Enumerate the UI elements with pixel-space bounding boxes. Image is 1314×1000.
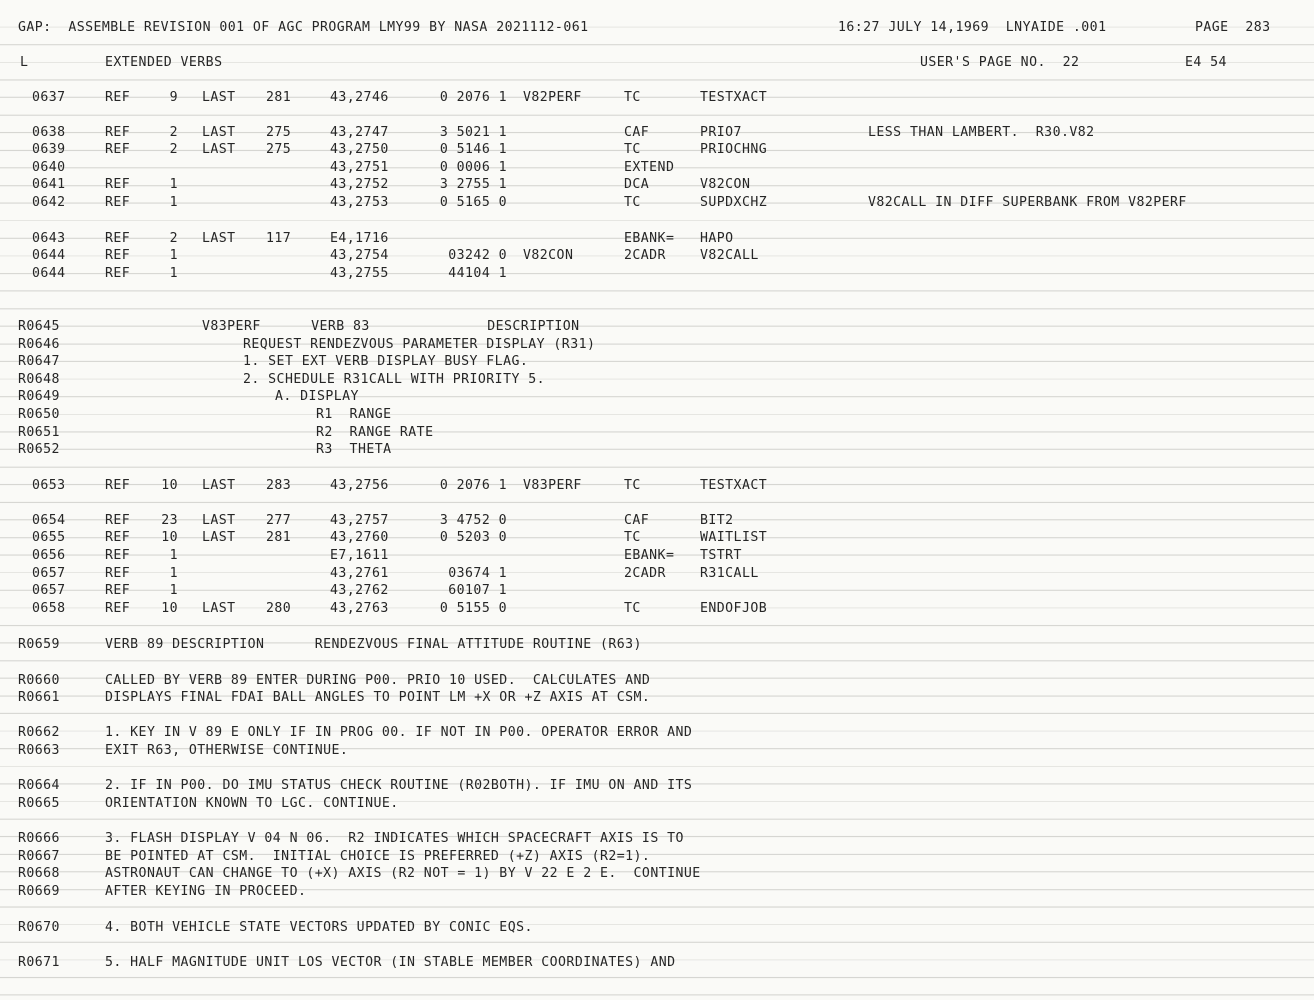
remark-text: 1. SET EXT VERB DISPLAY BUSY FLAG. <box>243 354 529 369</box>
remark-text: 1. KEY IN V 89 E ONLY IF IN PROG 00. IF NOT IN P00. OPERATOR ERROR AND <box>105 725 693 740</box>
line-number: 0641 <box>32 177 66 192</box>
last-keyword: LAST <box>202 125 236 140</box>
ref-count: 1 <box>169 195 178 210</box>
operand: V82CALL <box>700 248 759 263</box>
operand: ENDOFJOB <box>700 601 768 616</box>
ref-keyword: REF <box>105 231 131 246</box>
memory-address: E4,1716 <box>330 231 389 246</box>
remark-line-number: R0665 <box>18 796 60 811</box>
code-label: V82CON <box>523 248 574 263</box>
octal-value: 0 5203 0 <box>439 530 507 545</box>
memory-address: 43,2750 <box>330 142 389 157</box>
users-page-number: USER'S PAGE NO. 22 <box>920 55 1080 70</box>
ref-count: 1 <box>169 566 178 581</box>
opcode: CAF <box>624 513 650 528</box>
ref-keyword: REF <box>105 125 131 140</box>
opcode: EBANK= <box>624 231 675 246</box>
line-number: 0655 <box>32 530 66 545</box>
ref-keyword: REF <box>105 195 131 210</box>
last-keyword: LAST <box>202 90 236 105</box>
remark-text: ASTRONAUT CAN CHANGE TO (+X) AXIS (R2 NOT = 1) BY V 22 E 2 E. CONTINUE <box>105 866 701 881</box>
opcode: 2CADR <box>624 566 666 581</box>
ref-count: 9 <box>169 90 178 105</box>
remark-line-number: R0668 <box>18 866 60 881</box>
memory-address: 43,2755 <box>330 266 389 281</box>
remark-line-number: R0660 <box>18 673 60 688</box>
remark-text: EXIT R63, OTHERWISE CONTINUE. <box>105 743 349 758</box>
operand: PRIO7 <box>700 125 742 140</box>
operand: TESTXACT <box>700 90 768 105</box>
ref-count: 1 <box>169 548 178 563</box>
ref-count: 10 <box>161 530 178 545</box>
last-page: 281 <box>266 530 292 545</box>
ref-keyword: REF <box>105 583 131 598</box>
opcode: CAF <box>624 125 650 140</box>
remark-line-number: R0663 <box>18 743 60 758</box>
remark-text: V83PERF VERB 83 DESCRIPTION <box>202 319 580 334</box>
memory-address: 43,2757 <box>330 513 389 528</box>
memory-address: 43,2752 <box>330 177 389 192</box>
remark-text: VERB 89 DESCRIPTION RENDEZVOUS FINAL ATTITUDE ROUTINE (R63) <box>105 637 642 652</box>
remark-text: CALLED BY VERB 89 ENTER DURING P00. PRIO 10 USED. CALCULATES AND <box>105 673 651 688</box>
operand: SUPDXCHZ <box>700 195 768 210</box>
ref-count: 23 <box>161 513 178 528</box>
ref-keyword: REF <box>105 530 131 545</box>
octal-value: 60107 1 <box>448 583 507 598</box>
memory-address: 43,2763 <box>330 601 389 616</box>
octal-value: 0 0006 1 <box>439 160 507 175</box>
last-page: 275 <box>266 125 292 140</box>
remark-line-number: R0647 <box>18 354 60 369</box>
remark-text: ORIENTATION KNOWN TO LGC. CONTINUE. <box>105 796 399 811</box>
remark-line-number: R0650 <box>18 407 60 422</box>
octal-value: 0 2076 1 <box>439 90 507 105</box>
remark-text: R3 THETA <box>316 442 392 457</box>
line-comment: LESS THAN LAMBERT. R30.V82 <box>868 125 1095 140</box>
opcode: TC <box>624 90 641 105</box>
ref-count: 2 <box>169 142 178 157</box>
ref-keyword: REF <box>105 601 131 616</box>
line-number: 0637 <box>32 90 66 105</box>
last-page: 275 <box>266 142 292 157</box>
memory-address: 43,2746 <box>330 90 389 105</box>
listing-title: GAP: ASSEMBLE REVISION 001 OF AGC PROGRAM LMY99 BY NASA 2021112-061 <box>18 20 589 35</box>
octal-value: 3 4752 0 <box>439 513 507 528</box>
ref-keyword: REF <box>105 142 131 157</box>
memory-address: 43,2762 <box>330 583 389 598</box>
remark-text: AFTER KEYING IN PROCEED. <box>105 884 307 899</box>
ref-keyword: REF <box>105 513 131 528</box>
opcode: DCA <box>624 177 650 192</box>
remark-line-number: R0671 <box>18 955 60 970</box>
last-keyword: LAST <box>202 478 236 493</box>
remark-text: 2. IF IN P00. DO IMU STATUS CHECK ROUTINE (R02BOTH). IF IMU ON AND ITS <box>105 778 693 793</box>
line-number: 0643 <box>32 231 66 246</box>
remark-text: 5. HALF MAGNITUDE UNIT LOS VECTOR (IN STABLE MEMBER COORDINATES) AND <box>105 955 676 970</box>
octal-value: 03242 0 <box>448 248 507 263</box>
remark-text: 3. FLASH DISPLAY V 04 N 06. R2 INDICATES WHICH SPACECRAFT AXIS IS TO <box>105 831 684 846</box>
memory-address: 43,2754 <box>330 248 389 263</box>
octal-value: 0 2076 1 <box>439 478 507 493</box>
opcode: EBANK= <box>624 548 675 563</box>
remark-text: BE POINTED AT CSM. INITIAL CHOICE IS PREFERRED (+Z) AXIS (R2=1). <box>105 849 651 864</box>
section-title: EXTENDED VERBS <box>105 55 223 70</box>
line-number: 0644 <box>32 248 66 263</box>
line-number: 0638 <box>32 125 66 140</box>
opcode: EXTEND <box>624 160 675 175</box>
line-number: 0656 <box>32 548 66 563</box>
remark-line-number: R0669 <box>18 884 60 899</box>
last-page: 117 <box>266 231 292 246</box>
opcode: TC <box>624 601 641 616</box>
last-page: 280 <box>266 601 292 616</box>
ref-keyword: REF <box>105 90 131 105</box>
listing-marker: L <box>20 55 29 70</box>
ref-count: 10 <box>161 478 178 493</box>
operand: HAPO <box>700 231 734 246</box>
line-number: 0644 <box>32 266 66 281</box>
last-keyword: LAST <box>202 513 236 528</box>
remark-text: A. DISPLAY <box>275 389 359 404</box>
remark-text: R2 RANGE RATE <box>316 425 434 440</box>
operand: WAITLIST <box>700 530 768 545</box>
remark-line-number: R0659 <box>18 637 60 652</box>
bank-code: E4 54 <box>1185 55 1227 70</box>
line-number: 0654 <box>32 513 66 528</box>
memory-address: 43,2761 <box>330 566 389 581</box>
line-number: 0639 <box>32 142 66 157</box>
code-label: V83PERF <box>523 478 582 493</box>
ref-keyword: REF <box>105 177 131 192</box>
ref-keyword: REF <box>105 266 131 281</box>
line-number: 0653 <box>32 478 66 493</box>
operand: TESTXACT <box>700 478 768 493</box>
ref-keyword: REF <box>105 478 131 493</box>
ref-keyword: REF <box>105 548 131 563</box>
remark-text: 4. BOTH VEHICLE STATE VECTORS UPDATED BY CONIC EQS. <box>105 920 533 935</box>
remark-line-number: R0649 <box>18 389 60 404</box>
remark-text: DISPLAYS FINAL FDAI BALL ANGLES TO POINT LM +X OR +Z AXIS AT CSM. <box>105 690 651 705</box>
opcode: TC <box>624 142 641 157</box>
ref-count: 2 <box>169 125 178 140</box>
code-label: V82PERF <box>523 90 582 105</box>
remark-line-number: R0664 <box>18 778 60 793</box>
remark-line-number: R0666 <box>18 831 60 846</box>
ref-count: 1 <box>169 266 178 281</box>
memory-address: 43,2747 <box>330 125 389 140</box>
ref-keyword: REF <box>105 566 131 581</box>
ref-keyword: REF <box>105 248 131 263</box>
line-number: 0642 <box>32 195 66 210</box>
line-number: 0657 <box>32 566 66 581</box>
ref-count: 1 <box>169 583 178 598</box>
ref-count: 2 <box>169 231 178 246</box>
memory-address: E7,1611 <box>330 548 389 563</box>
remark-line-number: R0652 <box>18 442 60 457</box>
opcode: TC <box>624 530 641 545</box>
opcode: TC <box>624 478 641 493</box>
octal-value: 0 5155 0 <box>439 601 507 616</box>
remark-line-number: R0648 <box>18 372 60 387</box>
ref-count: 1 <box>169 248 178 263</box>
operand: BIT2 <box>700 513 734 528</box>
memory-address: 43,2760 <box>330 530 389 545</box>
memory-address: 43,2751 <box>330 160 389 175</box>
line-comment: V82CALL IN DIFF SUPERBANK FROM V82PERF <box>868 195 1187 210</box>
octal-value: 0 5146 1 <box>439 142 507 157</box>
octal-value: 3 5021 1 <box>439 125 507 140</box>
memory-address: 43,2756 <box>330 478 389 493</box>
octal-value: 03674 1 <box>448 566 507 581</box>
last-keyword: LAST <box>202 142 236 157</box>
page-number: PAGE 283 <box>1195 20 1271 35</box>
last-page: 277 <box>266 513 292 528</box>
remark-line-number: R0645 <box>18 319 60 334</box>
octal-value: 0 5165 0 <box>439 195 507 210</box>
ref-count: 1 <box>169 177 178 192</box>
last-keyword: LAST <box>202 231 236 246</box>
operand: PRIOCHNG <box>700 142 768 157</box>
assembly-timestamp: 16:27 JULY 14,1969 LNYAIDE .001 <box>838 20 1107 35</box>
operand: TSTRT <box>700 548 742 563</box>
remark-line-number: R0651 <box>18 425 60 440</box>
remark-line-number: R0670 <box>18 920 60 935</box>
operand: R31CALL <box>700 566 759 581</box>
line-number: 0640 <box>32 160 66 175</box>
remark-line-number: R0646 <box>18 337 60 352</box>
remark-text: REQUEST RENDEZVOUS PARAMETER DISPLAY (R31) <box>243 337 596 352</box>
opcode: TC <box>624 195 641 210</box>
memory-address: 43,2753 <box>330 195 389 210</box>
last-page: 281 <box>266 90 292 105</box>
remark-text: R1 RANGE <box>316 407 392 422</box>
line-number: 0657 <box>32 583 66 598</box>
opcode: 2CADR <box>624 248 666 263</box>
last-page: 283 <box>266 478 292 493</box>
ref-count: 10 <box>161 601 178 616</box>
last-keyword: LAST <box>202 530 236 545</box>
last-keyword: LAST <box>202 601 236 616</box>
remark-line-number: R0662 <box>18 725 60 740</box>
line-number: 0658 <box>32 601 66 616</box>
remark-line-number: R0661 <box>18 690 60 705</box>
operand: V82CON <box>700 177 751 192</box>
octal-value: 44104 1 <box>448 266 507 281</box>
octal-value: 3 2755 1 <box>439 177 507 192</box>
remark-line-number: R0667 <box>18 849 60 864</box>
remark-text: 2. SCHEDULE R31CALL WITH PRIORITY 5. <box>243 372 546 387</box>
